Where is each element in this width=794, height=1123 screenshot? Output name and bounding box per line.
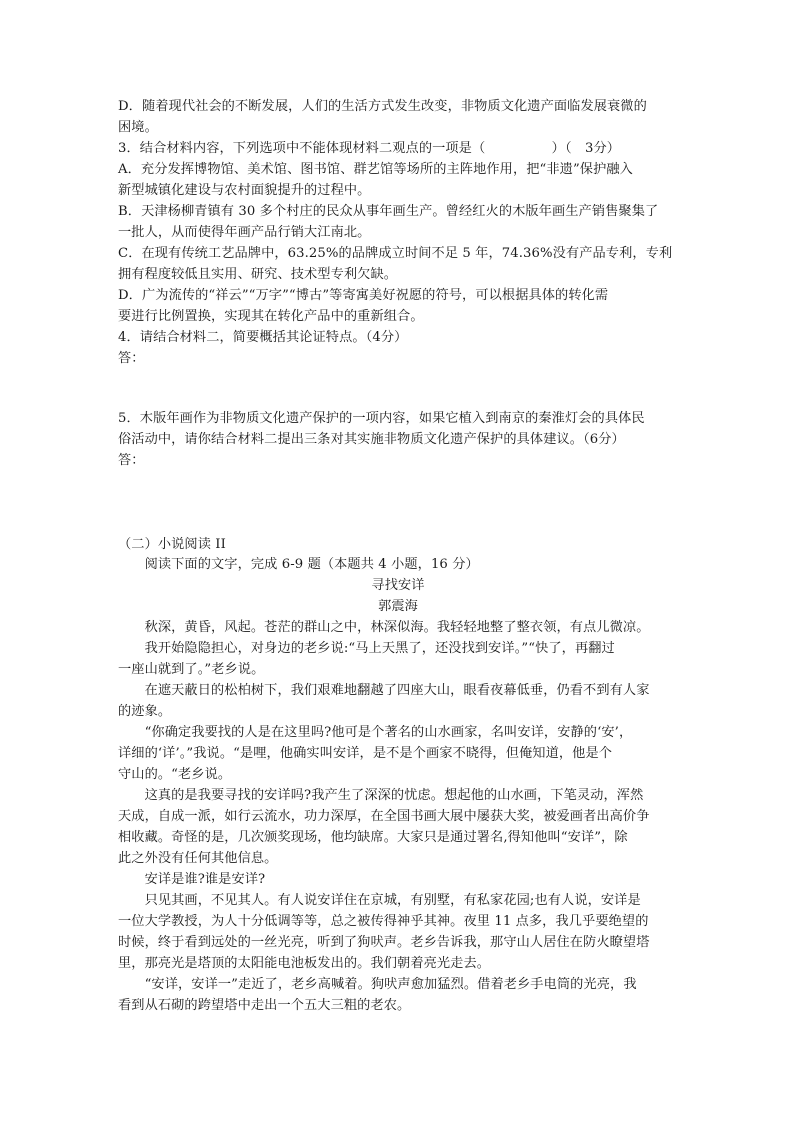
story-line: 我开始隐隐担心，对身边的老乡说:“马上天黑了，还没找到安详。”“快了，再翻过 [118, 641, 615, 656]
story-line: 在遮天蔽日的松柏树下，我们艰难地翻越了四座大山，眼看夜幕低垂，仍看不到有人家 [118, 683, 650, 698]
story-line: 这真的是我要寻找的安详吗?我产生了深深的忧虑。想起他的山水画，下笔灵动，浑然 [118, 788, 644, 803]
option-c-line-2: 拥有程度较低且实用、研究、技术型专利欠缺。 [118, 267, 398, 282]
story-line: 一座山就到了。”老乡说。 [118, 662, 265, 677]
story-title: 寻找安详 [371, 578, 425, 593]
question-4: 4．请结合材料二，简要概括其论证特点。（4分） [118, 330, 408, 345]
story-line: 时候，终于看到远处的一丝光亮，听到了狗吠声。老乡告诉我，那守山人居住在防火瞭望塔 [118, 935, 650, 950]
story-line: 天成，自成一派，如行云流水，功力深厚，在全国书画大展中屡获大奖，被爱画者出高价争 [118, 809, 650, 824]
answer-label-4: 答： [118, 351, 145, 366]
story-line: 只见其画，不见其人。有人说安详住在京城，有别墅，有私家花园;也有人说，安详是 [118, 893, 641, 908]
section-heading: （二）小说阅读 II [118, 537, 226, 552]
option-b-line-2: 一批人，从而使得年画产品行销大江南北。 [118, 225, 371, 240]
story-line: “安详，安详一”走近了，老乡高喊着。狗吠声愈加猛烈。借着老乡手电筒的光亮，我 [118, 977, 637, 992]
story-author: 郭震海 [378, 599, 418, 614]
story-line: 的迹象。 [118, 704, 172, 719]
question-3: 3．结合材料内容，下列选项中不能体现材料二观点的一项是（ ）（ 3分） [118, 141, 621, 156]
question-5-line-1: 5．木版年画作为非物质文化遗产保护的一项内容，如果它植入到南京的秦淮灯会的具体民 [118, 411, 645, 426]
story-line: 安详是谁?谁是安详? [118, 872, 266, 887]
option-a-line-1: A．充分发挥博物馆、美术馆、图书馆、群艺馆等场所的主阵地作用，把“非遗”保护融入 [118, 162, 633, 177]
story-line: 看到从石砌的跨望塔中走出一个五大三粗的老农。 [118, 998, 411, 1013]
story-line: 秋深，黄昏，风起。苍茫的群山之中，林深似海。我轻轻地整了整衣领，有点儿微凉。 [118, 620, 650, 635]
option-d-line-1: D．随着现代社会的不断发展，人们的生活方式发生改变，非物质文化遗产面临发展衰微的 [118, 99, 647, 114]
answer-label-5: 答： [118, 453, 145, 468]
option-d2-line-2: 要进行比例置换，实现其在转化产品中的重新组合。 [118, 309, 424, 324]
story-line: 详细的‘详’。”我说。“是哩，他确实叫安详，是不是个画家不晓得，但俺知道，他是个 [118, 746, 613, 761]
question-5-line-2: 俗活动中，请你结合材料二提出三条对其实施非物质文化遗产保护的具体建议。（6分） [118, 432, 625, 447]
story-line: 此之外没有任何其他信息。 [118, 851, 278, 866]
option-c-line-1: C．在现有传统工艺品牌中，63.25%的品牌成立时间不足 5 年，74.36%没有产品专利，专利 [118, 246, 673, 261]
story-line: 里，那亮光是塔顶的太阳能电池板发出的。我们朝着亮光走去。 [118, 956, 491, 971]
story-line: 相收藏。奇怪的是，几次颁奖现场，他均缺席。大家只是通过署名,得知他叫“安详”，除 [118, 830, 628, 845]
option-d2-line-1: D．广为流传的“祥云”“万字”“博古”等寄寓美好祝愿的符号，可以根据具体的转化需 [118, 288, 609, 303]
option-b-line-1: B．天津杨柳青镇有 30 多个村庄的民众从事年画生产。曾经红火的木版年画生产销售聚集了 [118, 204, 659, 219]
section-instructions: 阅读下面的文字，完成 6-9 题（本题共 4 小题，16 分） [118, 557, 479, 572]
story-line: 一位大学教授，为人十分低调等等，总之被传得神乎其神。夜里 11 点多，我几乎要绝望的 [118, 914, 649, 929]
story-line: “你确定我要找的人是在这里吗?他可是个著名的山水画家，名叫安详，安静的‘安’， [118, 725, 633, 740]
option-d-line-2: 困境。 [118, 120, 158, 135]
story-line: 守山的。“老乡说。 [118, 767, 232, 782]
option-a-line-2: 新型城镇化建设与农村面貌提升的过程中。 [118, 183, 371, 198]
